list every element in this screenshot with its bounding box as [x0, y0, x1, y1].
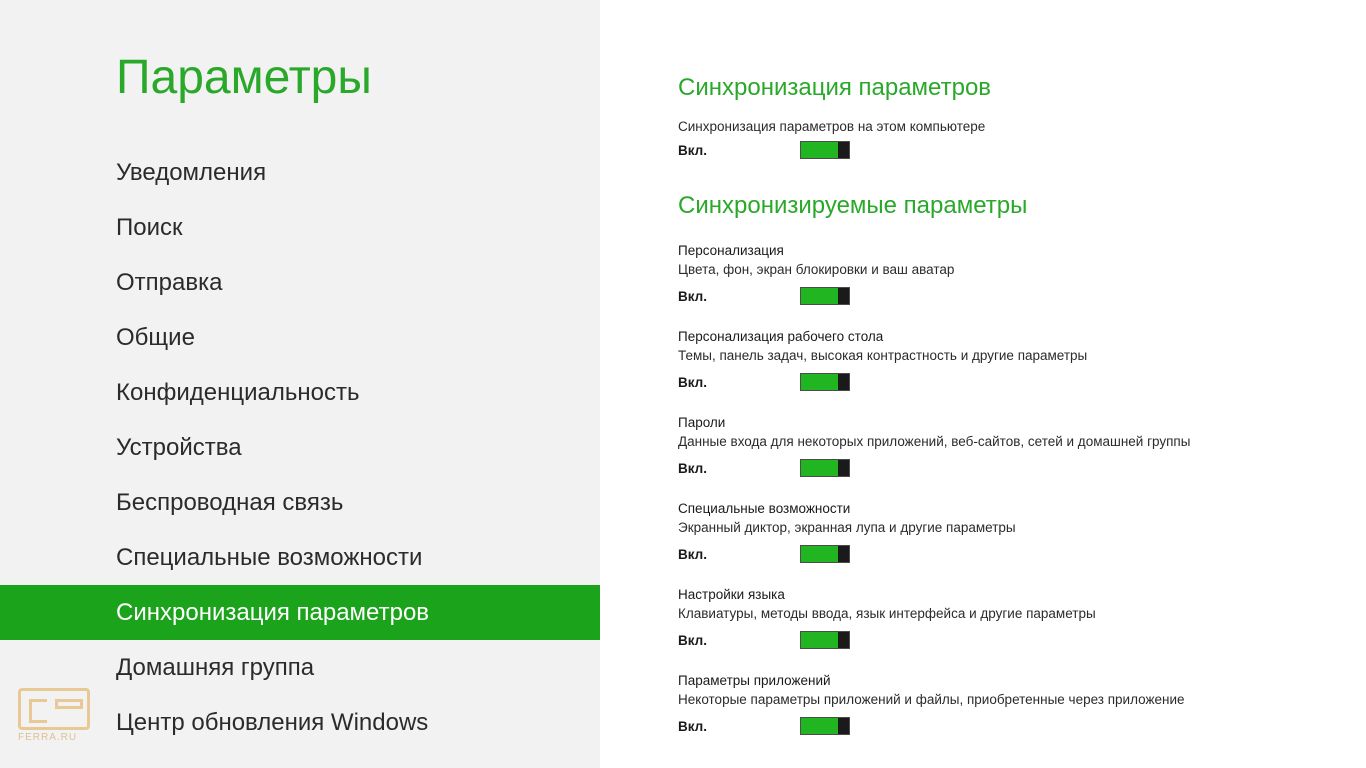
setting-toggle-label: Вкл. [678, 546, 707, 562]
setting-title: Параметры приложений [678, 673, 831, 688]
sidebar-item-wireless[interactable] [0, 475, 600, 530]
toggle-knob [838, 288, 849, 304]
setting-subtitle: Клавиатуры, методы ввода, язык интерфейса и другие параметры [678, 606, 1096, 621]
setting-toggle-switch-passwords[interactable] [800, 459, 850, 477]
setting-toggle-label: Вкл. [678, 632, 707, 648]
setting-item-language [678, 585, 1288, 650]
sync-master-toggle-switch[interactable] [800, 141, 850, 159]
sidebar-item-privacy[interactable] [0, 365, 600, 420]
section-heading-sync: Синхронизация параметров [678, 74, 992, 101]
sidebar-item-label: Поиск [116, 213, 183, 241]
settings-content [600, 0, 1366, 768]
section-heading-synced-settings: Синхронизируемые параметры [678, 192, 1028, 219]
setting-toggle-switch-language[interactable] [800, 631, 850, 649]
sidebar-item-label: Конфиденциальность [116, 378, 360, 406]
toggle-knob [838, 632, 849, 648]
setting-subtitle: Цвета, фон, экран блокировки и ваш аватар [678, 262, 955, 277]
sidebar-item-label: Домашняя группа [116, 653, 315, 681]
sidebar-item-general[interactable] [0, 310, 600, 365]
setting-toggle-label: Вкл. [678, 374, 707, 390]
sidebar-item-devices[interactable] [0, 420, 600, 475]
toggle-knob [838, 718, 849, 734]
setting-toggle-row [678, 544, 1288, 564]
setting-item-ease-of-access [678, 499, 1288, 564]
page-title: Параметры [116, 51, 372, 104]
toggle-knob [838, 142, 849, 158]
watermark-logo-icon [18, 688, 90, 730]
setting-title: Специальные возможности [678, 501, 851, 516]
setting-title: Персонализация рабочего стола [678, 329, 884, 344]
sidebar-item-label: Уведомления [116, 158, 267, 186]
sidebar-item-homegroup[interactable] [0, 640, 600, 695]
sidebar-item-label: Центр обновления Windows [116, 708, 429, 736]
setting-toggle-label: Вкл. [678, 718, 707, 734]
setting-toggle-row [678, 716, 1288, 736]
setting-title: Персонализация [678, 243, 784, 258]
sidebar-nav [0, 145, 600, 750]
watermark-label: FERRA.RU [18, 732, 78, 743]
setting-item-passwords [678, 413, 1288, 478]
sidebar-item-label: Отправка [116, 268, 223, 296]
sidebar-item-label: Устройства [116, 433, 242, 461]
setting-toggle-label: Вкл. [678, 288, 707, 304]
setting-subtitle: Некоторые параметры приложений и файлы, приобретенные через приложение [678, 692, 1185, 707]
setting-title: Настройки языка [678, 587, 785, 602]
sync-master-toggle-row [678, 140, 1288, 160]
setting-toggle-switch-ease-of-access[interactable] [800, 545, 850, 563]
setting-toggle-row [678, 286, 1288, 306]
sidebar-item-search[interactable] [0, 200, 600, 255]
setting-toggle-switch-personalization[interactable] [800, 287, 850, 305]
setting-item-desktop-personalization [678, 327, 1288, 392]
setting-toggle-row [678, 630, 1288, 650]
setting-title: Пароли [678, 415, 726, 430]
setting-item-personalization [678, 241, 1288, 306]
toggle-knob [838, 546, 849, 562]
setting-subtitle: Темы, панель задач, высокая контрастность и другие параметры [678, 348, 1088, 363]
setting-subtitle: Данные входа для некоторых приложений, веб-сайтов, сетей и домашней группы [678, 434, 1191, 449]
sidebar-item-label: Беспроводная связь [116, 488, 344, 516]
site-watermark [18, 688, 96, 750]
sidebar-item-label: Специальные возможности [116, 543, 423, 571]
sidebar-item-label: Общие [116, 323, 195, 351]
sidebar-item-label: Синхронизация параметров [116, 598, 430, 626]
setting-subtitle: Экранный диктор, экранная лупа и другие параметры [678, 520, 1016, 535]
setting-toggle-row [678, 458, 1288, 478]
setting-toggle-switch-desktop-personalization[interactable] [800, 373, 850, 391]
sidebar-item-sync-settings[interactable] [0, 585, 600, 640]
sync-description: Синхронизация параметров на этом компьютере [678, 119, 986, 134]
sidebar-item-share[interactable] [0, 255, 600, 310]
toggle-knob [838, 460, 849, 476]
toggle-knob [838, 374, 849, 390]
setting-toggle-label: Вкл. [678, 460, 707, 476]
setting-toggle-switch-app-settings[interactable] [800, 717, 850, 735]
setting-toggle-row [678, 372, 1288, 392]
sync-master-toggle-label: Вкл. [678, 142, 707, 158]
sidebar-item-notifications[interactable] [0, 145, 600, 200]
sidebar-item-ease-of-access[interactable] [0, 530, 600, 585]
setting-item-app-settings [678, 671, 1288, 736]
settings-sidebar [0, 0, 600, 768]
